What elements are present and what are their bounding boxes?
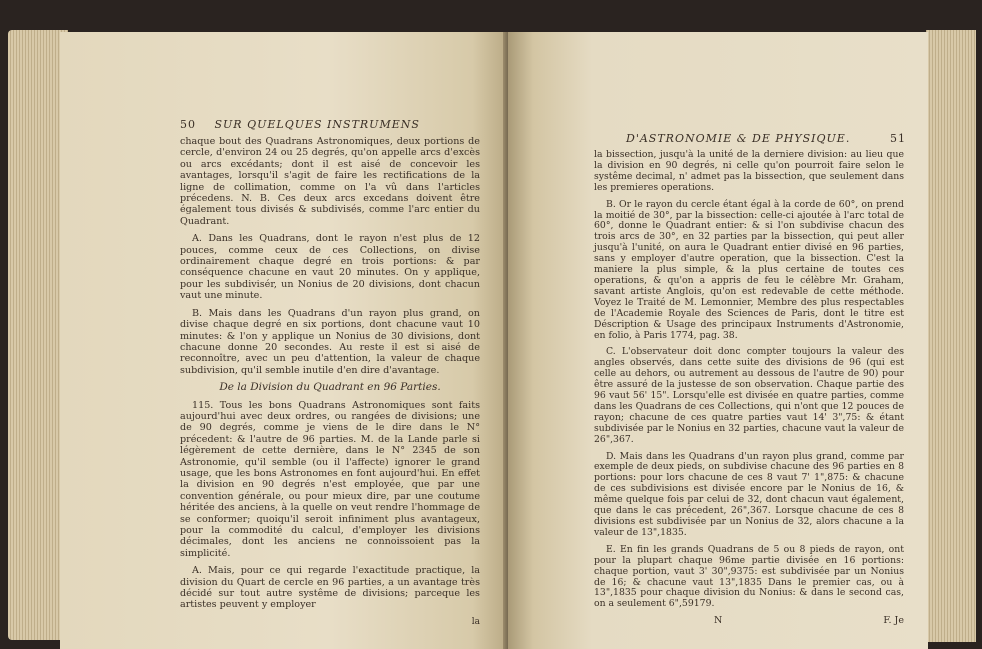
right-paragraph: B. Or le rayon du cercle étant égal à la corde de 60°, on prend la moitié de 30°, par la bissection: celle-ci ajoutée à l'arc total de 60°, donne le Quadrant entier: & si l'on subdivise chacun des trois arcs de 30°, en 32 parties par la bissection, qui peut aller jusqu'à l'unité, on aura le Quadrant entier divisé en 96 parties, sans y employer d'autre operation, que la bissection. C'est la maniere la plus simple, & la plus certaine de toutes ces operations, & qu'on a appris de feu le célèbre Mr. Graham, savant artiste Anglois, qu'on est redevable de cette méthode. Voyez le Traité de M. Lemonnier, Membre des plus respectables de l'Academie Royale des Sciences de Paris, dont le titre est Déscription & Usage des principaux Instruments d'Astronomie, en folio, à Paris 1774, pag. 38.: [594, 198, 904, 341]
left-page-edges: [8, 30, 68, 640]
right-page: [508, 32, 928, 649]
right-paragraph: D. Mais dans les Quadrans d'un rayon plus grand, comme par exemple de deux pieds, on subdivise chacune des 96 parties en 8 portions: pour lors chacune de ces 8 vaut 7' 1",875: & chacune de ces subdivisions est divisée encore par le Nonius de 16, & même quelque fois par celui de 32, dont chacun vaut également, que dans le cas précedent, 26",367. Lorsque chacune de ces 8 divisions est subdivisée par un Nonius de 32, alors chacune a la valeur de 13",1835.: [594, 450, 904, 538]
open-book: [8, 22, 976, 649]
section-title: De la Division du Quadrant en 96 Parties.: [219, 381, 441, 394]
left-paragraph: chaque bout des Quadrans Astronomiques, deux portions de cercle, d'environ 24 ou 25 degrés, qu'on appelle arcs d'excès ou arcs excédants; dont il est aisé de concevoir les avantages, lorsqu'il s'agit de faire les rectifications de la ligne de collimation, comme on l'a vû dans l'articles précedens. N. B. Ces deux arcs excedans doivent être également tous divisés & subdivisés, comme l'arc entier du Quadrant.: [180, 136, 480, 227]
right-running-head-text: D'ASTRONOMIE & DE PHYSIQUE.: [626, 132, 851, 145]
left-paragraph: B. Mais dans les Quadrans d'un rayon plus grand, on divise chaque degré en six portions, dont chacune vaut 10 minutes: & l'on y applique un Nonius de 30 divisions, dont chacune donne 20 secondes. Au reste il est si aisé de reconnoître, avec un peu d'attention, la valeur de chaque subdivision, qu'il semble inutile d'en dire d'avantage.: [180, 307, 480, 376]
left-running-head: [180, 118, 470, 131]
left-running-head-text: SUR QUELQUES INSTRUMENS: [214, 118, 420, 131]
right-page-body: [594, 150, 904, 627]
right-page-edges: [926, 30, 976, 642]
left-catchword: la: [471, 616, 480, 627]
right-page-number: 51: [890, 132, 906, 145]
left-paragraph: A. Mais, pour ce qui regarde l'exactitude practique, la division du Quart de cercle en 96 parties, a un avantage très décidé sur tout autre systême de divisions; parceque les artistes peuvent y employer: [180, 565, 480, 611]
right-catchword: F. Je: [883, 615, 904, 627]
left-page-body: [180, 136, 480, 628]
left-paragraph: A. Dans les Quadrans, dont le rayon n'est plus de 12 pouces, comme ceux de ces Collections, on divise ordinairement chaque degré en trois portions: & par conséquence chacune en vaut 20 minutes. On y applique, pour les subdivisér, un Nonius de 20 divisions, dont chacun vaut une minute.: [180, 233, 480, 302]
right-paragraph: la bissection, jusqu'à la unité de la derniere division: au lieu que la division en 90 degrés, ni celle qu'on pourroit faire selon le systême decimal, n' admet pas la bissection, que seulement dans les premieres operations.: [594, 149, 904, 193]
right-paragraph: C. L'observateur doit donc compter toujours la valeur des angles observés, dans cette suite des divisions de 96 (qui est celle au dehors, ou autrement au dessous de l'autre de 90) pour être assuré de la justesse de son observation. Chaque partie des 96 vaut 56' 15". Lorsqu'elle est divisée en quatre parties, comme dans les Quadrans de ces Collections, qui n'ont que 12 pouces de rayon; chacune de ces quatre parties vaut 14' 3",75: & étant subdivisée par le Nonius en 32 parties, chacune vaut la valeur de 26",367.: [594, 346, 904, 445]
right-running-head: [626, 132, 906, 145]
left-page-number: 50: [180, 118, 196, 131]
left-page: [60, 32, 508, 649]
right-paragraph: E. En fin les grands Quadrans de 5 ou 8 pieds de rayon, ont pour la plupart chaque 96me partie divisée en 16 portions: chaque portion, vaut 3' 30",9375: est subdivisée par un Nonius de 16; & chacune vaut 13",1835 Dans le premier cas, ou à 13",1835 pour chaque division du Nonius: & dans le second cas, on a seulement 6",59179.: [594, 543, 904, 610]
left-paragraph: 115. Tous les bons Quadrans Astronomiques sont faits aujourd'hui avec deux ordres, ou rangées de divisions; une de 90 degrés, comme je viens de le dire dans le N° précedent: & l'autre de 96 parties. M. de la Lande parle si légèrement de cette dernière, dans le N° 2345 de son Astronomie, qu'il semble (ou il l'affecte) ignorer le grand usage, que les bons Astronomes en font aujourd'hui. En effet la division en 90 degrés n'est employée, que par une convention générale, ou pour mieux dire, par une coutume héritée des anciens, à la quelle on veut rendre l'hommage de se conformer; quoiqu'il seroit infiniment plus avantageux, pour la commodité du calcul, d'employer les divisions décimales, dont les anciens ne connoissoient pas la simplicité.: [180, 399, 480, 559]
signature-mark: N: [714, 615, 723, 627]
right-footer: [594, 616, 904, 627]
